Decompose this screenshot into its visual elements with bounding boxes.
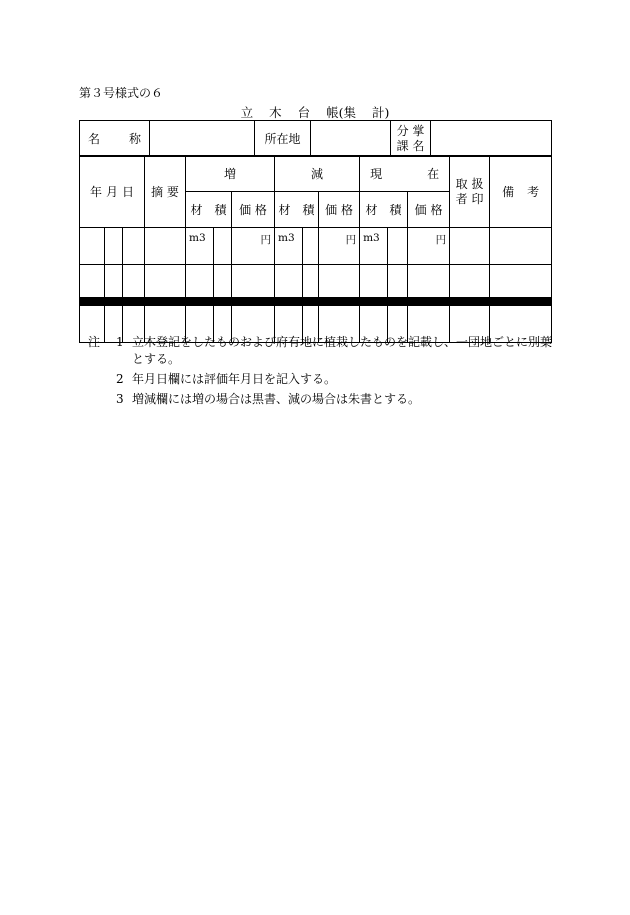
note-text: 立木登記をしたものおよび府有地に植栽したものを記載し、一団地ごとに別葉: [132, 335, 553, 349]
increase-header: 増: [186, 156, 275, 192]
title-char: 台: [297, 105, 311, 120]
form-number: 第３号様式の６: [79, 86, 164, 100]
ledger-table: [79, 155, 552, 343]
location-label: 所在地: [255, 121, 311, 157]
title-char: 帳(集: [326, 105, 356, 120]
summary-header: 摘 要: [145, 156, 186, 228]
volume-unit: m3: [189, 232, 206, 244]
decrease-header: 減: [275, 156, 360, 192]
price-unit: 円: [345, 234, 357, 246]
header-table: [79, 120, 552, 157]
table-row: [80, 265, 552, 298]
decrease-volume-header: 材 積: [275, 192, 319, 228]
name-label: 名 称: [80, 121, 150, 157]
price-unit: 円: [260, 234, 272, 246]
note-text-continued: とする。: [132, 352, 181, 366]
title-char: 木: [269, 105, 282, 120]
remarks-header: 備 考: [490, 156, 552, 228]
increase-price-header: 価 格: [232, 192, 275, 228]
title-char: 立: [240, 105, 254, 120]
increase-volume-header: 材 積: [186, 192, 232, 228]
table-row: [80, 228, 552, 265]
handler-header: 取 扱 者 印: [450, 156, 490, 228]
title-char: 計): [371, 105, 390, 120]
volume-unit: m3: [278, 232, 295, 244]
volume-unit: m3: [363, 232, 380, 244]
notes: [88, 334, 562, 408]
date-header: 年 月 日: [80, 156, 145, 228]
note-text: 年月日欄には評価年月日を記入する。: [132, 372, 337, 386]
notes-mark: 注: [88, 335, 101, 349]
note-text: 増減欄には増の場合は黒書、減の場合は朱書とする。: [132, 392, 421, 406]
section-field[interactable]: [431, 121, 552, 157]
current-price-header: 価 格: [408, 192, 450, 228]
note-number: 1: [116, 335, 124, 349]
location-field[interactable]: [311, 121, 391, 157]
section-label: 分 掌 課 名: [391, 121, 431, 157]
current-header: 現 在: [360, 156, 450, 192]
document-title: [0, 103, 630, 121]
price-unit: 円: [435, 234, 447, 246]
note-number: 2: [116, 372, 124, 386]
decrease-price-header: 価 格: [319, 192, 360, 228]
note-number: 3: [116, 392, 124, 406]
break-row: [80, 298, 552, 306]
name-field[interactable]: [150, 121, 255, 157]
current-volume-header: 材 積: [360, 192, 408, 228]
